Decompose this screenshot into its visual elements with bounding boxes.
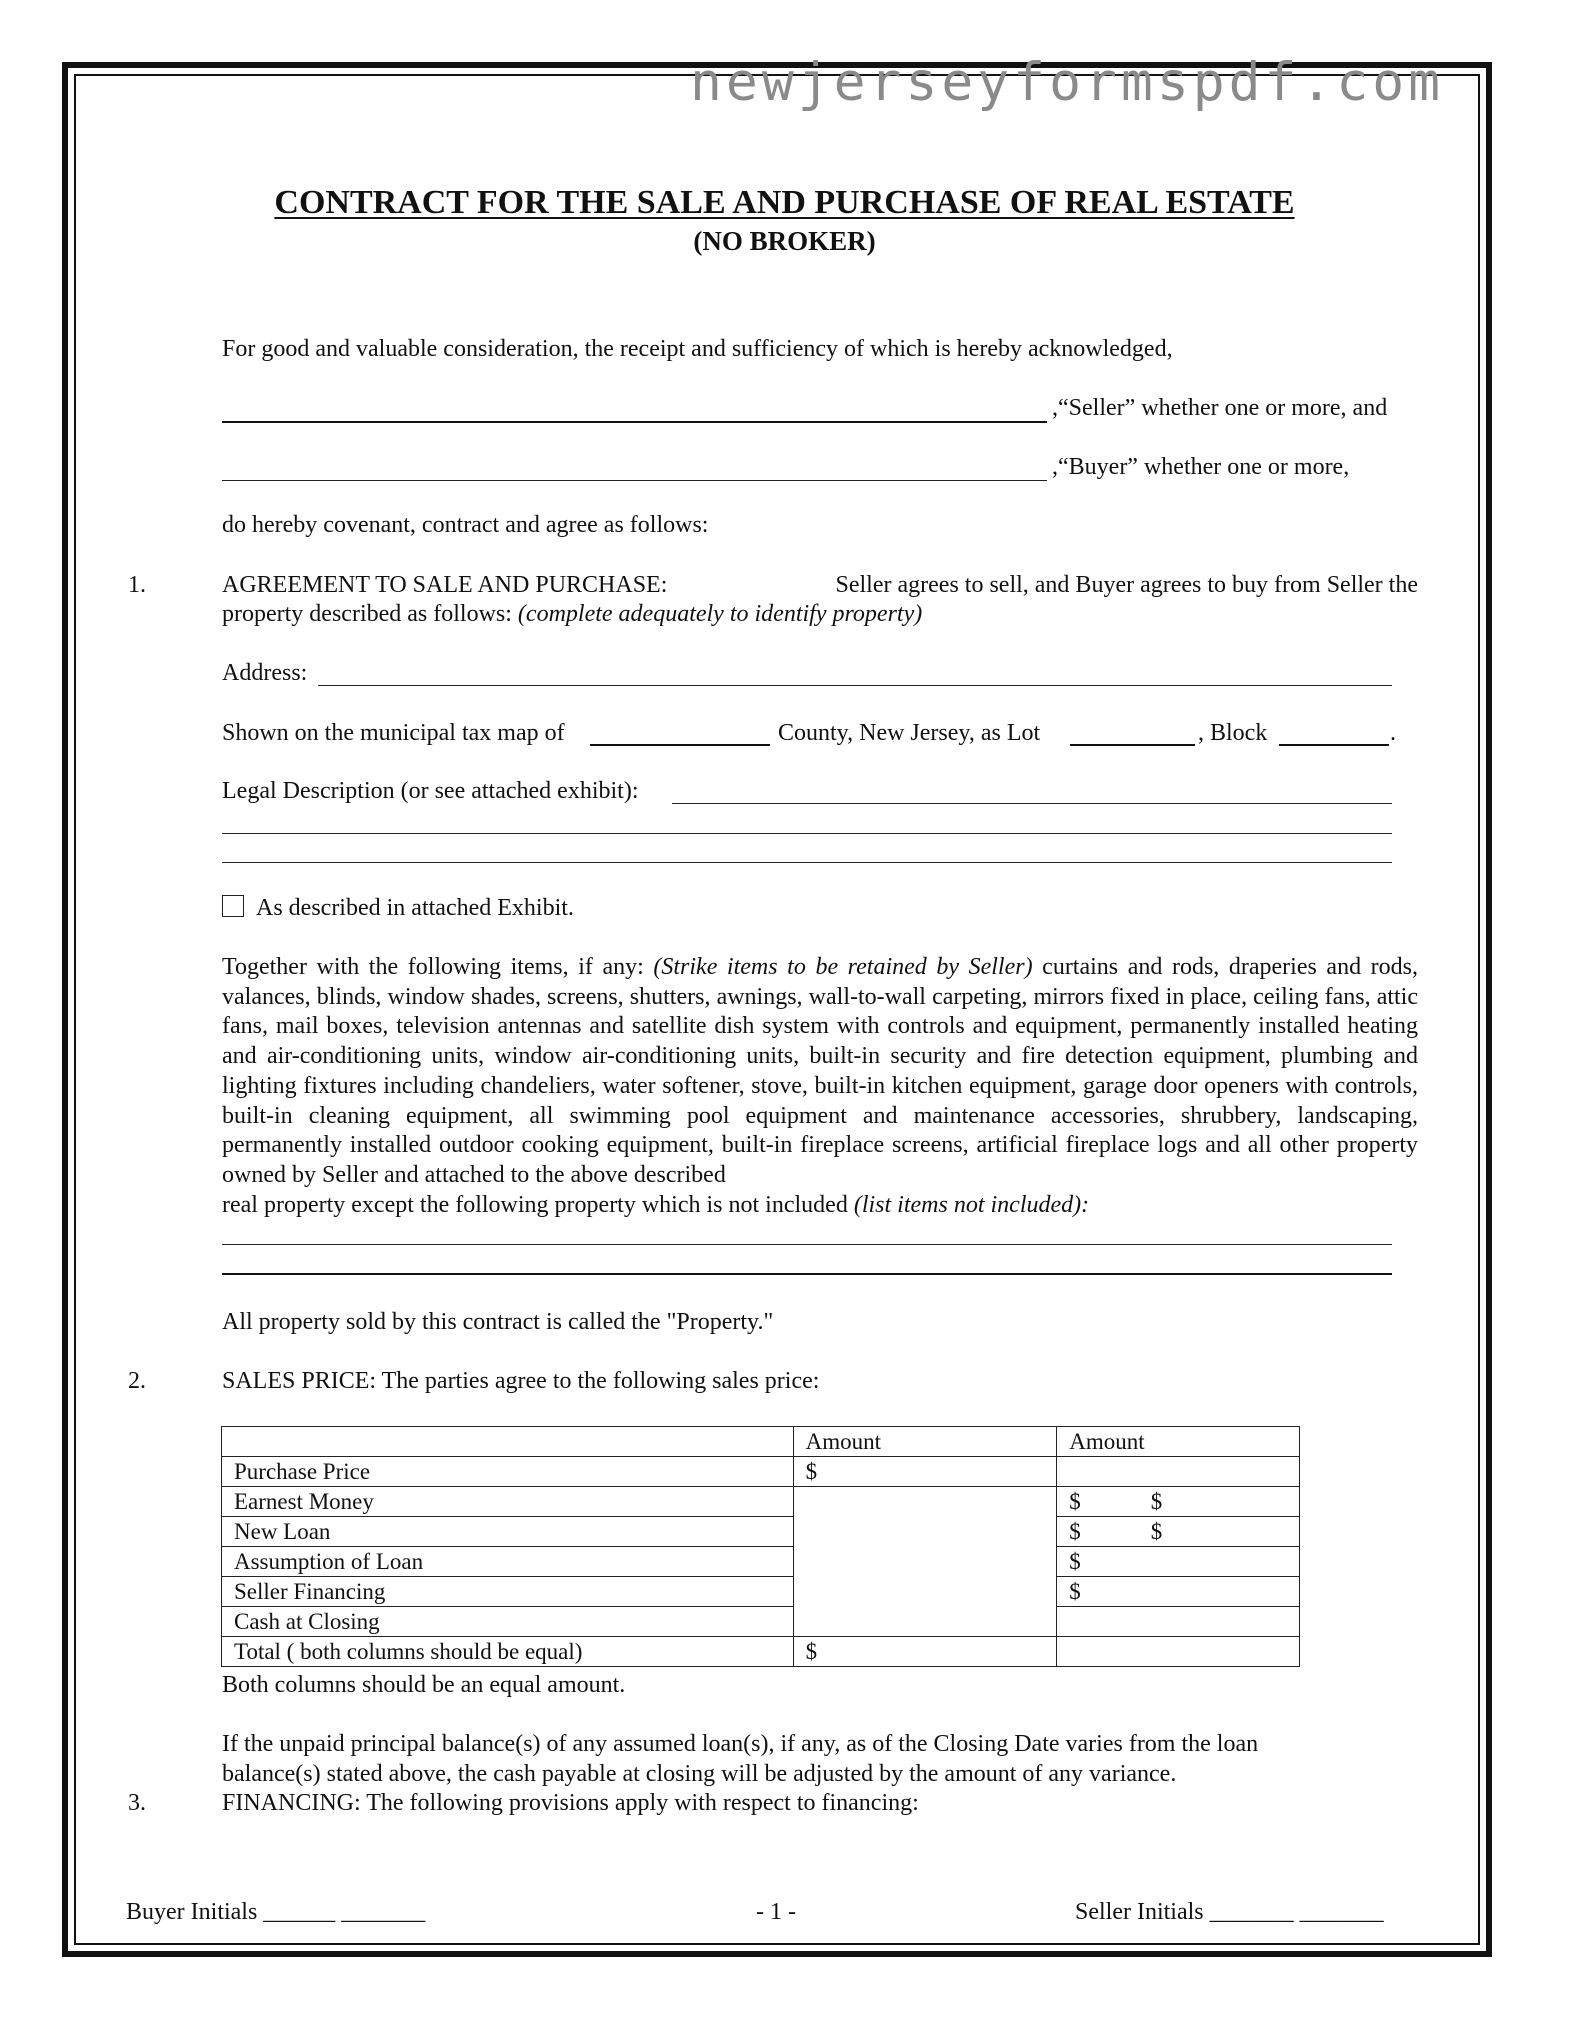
block-label: , Block bbox=[1198, 720, 1268, 746]
seller-initials[interactable]: Seller Initials _______ _______ bbox=[1075, 1899, 1384, 1925]
merged-amount-cell bbox=[793, 1487, 1057, 1637]
section2-heading: SALES PRICE: The parties agree to the following sales price: bbox=[222, 1368, 820, 1394]
section3-heading: FINANCING: The following provisions apply with respect to financing: bbox=[222, 1790, 919, 1816]
row-label: Assumption of Loan bbox=[222, 1547, 794, 1577]
cash-at-closing-amount[interactable] bbox=[1057, 1607, 1300, 1637]
excluded-items-field-1[interactable] bbox=[222, 1244, 1392, 1245]
buyer-initials[interactable]: Buyer Initials ______ _______ bbox=[126, 1899, 426, 1925]
included-items-paragraph: Together with the following items, if any: (Strike items to be retained by Seller) curtains and rods, draperies and rods, valances, blinds, window shades, screens, shutters, awnings, wall-to-wall carpeting, mirrors fixed in place, ceiling fans, attic fans, mail boxes, television antennas and satellite dish system with controls and equipment, permanently installed heating and air-conditioning units, window air-conditioning units, built-in security and fire detection equipment, plumbing and lighting fixtures including chandeliers, water softener, stove, built-in kitchen equipment, garage door openers with controls, built-in cleaning equipment, all swimming pool equipment and maintenance accessories, shrubbery, landscaping, permanently installed outdoor cooking equipment, built-in fireplace screens, artificial fireplace logs and all other property owned by Seller and attached to the above described real property except the following property which is not included (list items not included): bbox=[222, 954, 1419, 1218]
table-row bbox=[222, 1517, 1300, 1547]
header-amount-2: Amount bbox=[1057, 1427, 1300, 1457]
legal-description-field-1[interactable] bbox=[672, 803, 1392, 804]
total-amount-2[interactable] bbox=[1057, 1637, 1300, 1667]
row-label: Purchase Price bbox=[222, 1457, 794, 1487]
section1-text-right: Seller agrees to sell, and Buyer agrees to buy from Seller the bbox=[835, 572, 1418, 598]
buyer-suffix: ,“Buyer” whether one or more, bbox=[1052, 454, 1350, 480]
county-field[interactable] bbox=[590, 744, 770, 746]
seller-suffix: ,“Seller” whether one or more, and bbox=[1052, 395, 1388, 421]
variance-text-1: If the unpaid principal balance(s) of any assumed loan(s), if any, as of the Closing Date varies from the loan bbox=[222, 1731, 1259, 1757]
legal-description-label: Legal Description (or see attached exhibit): bbox=[222, 778, 639, 804]
row-label: Cash at Closing bbox=[222, 1607, 794, 1637]
property-definition: All property sold by this contract is called the "Property." bbox=[222, 1309, 774, 1335]
table-row bbox=[222, 1487, 1300, 1517]
table-row bbox=[222, 1607, 1300, 1637]
equal-columns-note: Both columns should be an equal amount. bbox=[222, 1672, 626, 1698]
row-label: Earnest Money bbox=[222, 1487, 794, 1517]
variance-text-2: balance(s) stated above, the cash payable at closing will be adjusted by the amount of any variance. bbox=[222, 1761, 1177, 1787]
address-label: Address: bbox=[222, 660, 308, 686]
new-loan-amount[interactable]: $ $ bbox=[1057, 1517, 1300, 1547]
block-period: . bbox=[1390, 720, 1396, 746]
taxmap-label: Shown on the municipal tax map of bbox=[222, 720, 565, 746]
section1-heading: AGREEMENT TO SALE AND PURCHASE: bbox=[222, 572, 668, 598]
assumption-of-loan-amount[interactable]: $ bbox=[1057, 1547, 1300, 1577]
exhibit-checkbox[interactable] bbox=[222, 895, 244, 917]
section1-line2: property described as follows: (complete adequately to identify property) bbox=[222, 601, 923, 627]
legal-description-field-3[interactable] bbox=[222, 862, 1392, 863]
block-field[interactable] bbox=[1279, 744, 1389, 746]
table-row bbox=[222, 1547, 1300, 1577]
lot-field[interactable] bbox=[1070, 744, 1195, 746]
header-empty-cell bbox=[222, 1427, 794, 1457]
row-label: Total ( both columns should be equal) bbox=[222, 1637, 794, 1667]
row-label: New Loan bbox=[222, 1517, 794, 1547]
section1-number: 1. bbox=[128, 572, 146, 598]
exhibit-label: As described in attached Exhibit. bbox=[256, 895, 574, 921]
table-row bbox=[222, 1637, 1300, 1667]
page-number: - 1 - bbox=[756, 1899, 796, 1925]
consideration-text: For good and valuable consideration, the receipt and sufficiency of which is hereby acknowledged, bbox=[222, 336, 1173, 362]
purchase-price-amount-2[interactable] bbox=[1057, 1457, 1300, 1487]
document-subtitle: (NO BROKER) bbox=[693, 226, 876, 256]
seller-name-field[interactable] bbox=[222, 421, 1047, 423]
legal-description-field-2[interactable] bbox=[222, 833, 1392, 834]
section3-number: 3. bbox=[128, 1790, 146, 1816]
row-label: Seller Financing bbox=[222, 1577, 794, 1607]
purchase-price-amount[interactable]: $ bbox=[793, 1457, 1057, 1487]
section2-number: 2. bbox=[128, 1368, 146, 1394]
buyer-name-field[interactable] bbox=[222, 480, 1047, 481]
header-amount-1: Amount bbox=[793, 1427, 1057, 1457]
address-field[interactable] bbox=[318, 685, 1392, 686]
sales-price-table bbox=[221, 1426, 1300, 1667]
total-amount-1[interactable]: $ bbox=[793, 1637, 1057, 1667]
county-label: County, New Jersey, as Lot bbox=[778, 720, 1041, 746]
document-title: CONTRACT FOR THE SALE AND PURCHASE OF REAL ESTATE bbox=[274, 184, 1295, 221]
earnest-money-amount[interactable]: $ $ bbox=[1057, 1487, 1300, 1517]
watermark: newjerseyformspdf.com bbox=[690, 52, 1445, 113]
table-row bbox=[222, 1457, 1300, 1487]
table-row bbox=[222, 1577, 1300, 1607]
covenant-text: do hereby covenant, contract and agree as follows: bbox=[222, 512, 709, 538]
table-header-row bbox=[222, 1427, 1300, 1457]
excluded-items-field-2[interactable] bbox=[222, 1273, 1392, 1275]
seller-financing-amount[interactable]: $ bbox=[1057, 1577, 1300, 1607]
